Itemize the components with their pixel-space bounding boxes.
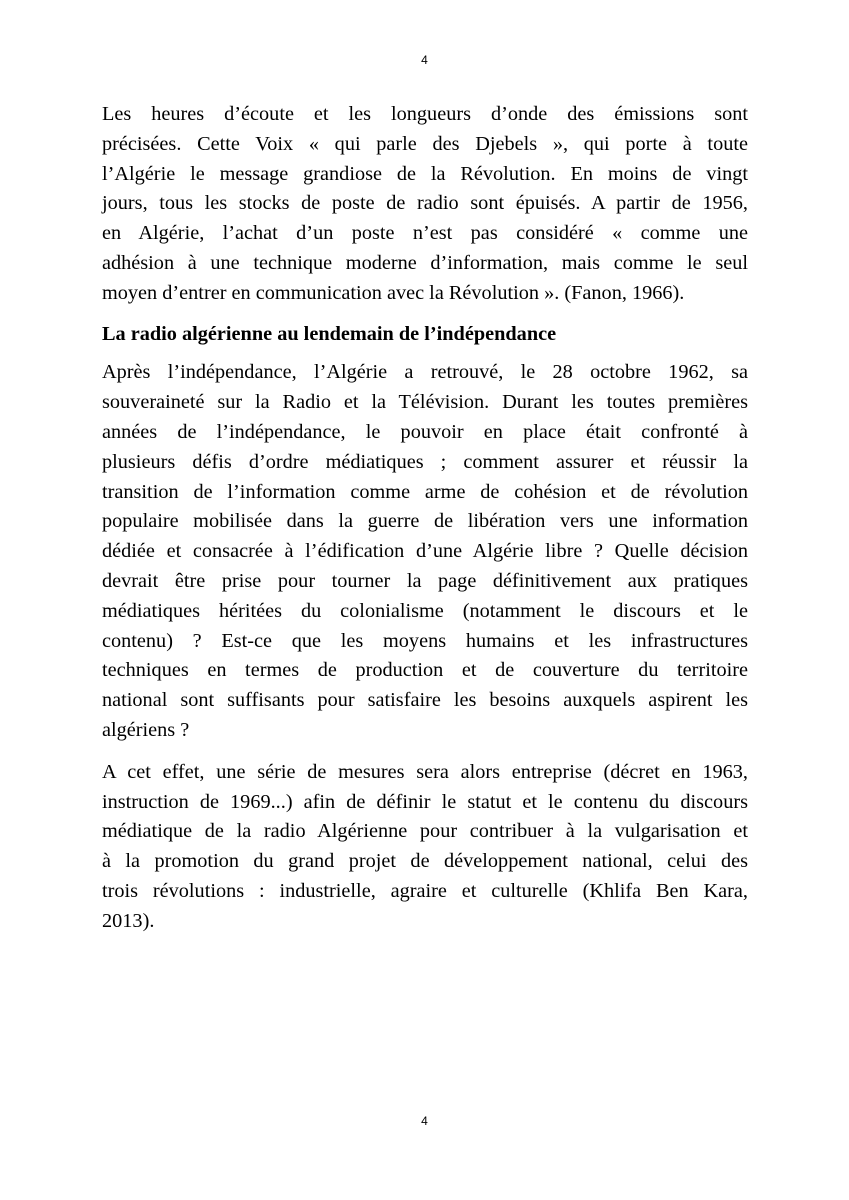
text-line: médiatiques héritées du colonialisme (notamment le discours et le — [102, 599, 748, 622]
text-line: techniques en termes de production et de couverture du territoire — [102, 659, 748, 682]
page-number-top: 4 — [421, 53, 428, 67]
paragraph-1 — [102, 100, 748, 309]
text-line: à la promotion du grand projet de développement national, celui des — [102, 850, 748, 873]
text-line: en Algérie, l’achat d’un poste n’est pas considéré « comme une — [102, 222, 748, 245]
text-line: transition de l’information comme arme de cohésion et de révolution — [102, 480, 748, 503]
paragraph-3 — [102, 758, 748, 937]
text-line: instruction de 1969...) afin de définir le statut et le contenu du discours — [102, 790, 748, 813]
text-line: 2013). — [102, 909, 155, 932]
text-line: années de l’indépendance, le pouvoir en place était confronté à — [102, 420, 748, 443]
section-heading: La radio algérienne au lendemain de l’indépendance — [102, 322, 557, 345]
text-line: précisées. Cette Voix « qui parle des Djebels », qui porte à toute — [102, 132, 748, 155]
text-line: A cet effet, une série de mesures sera alors entreprise (décret en 1963, — [102, 760, 748, 783]
text-line: trois révolutions : industrielle, agraire et culturelle (Khlifa Ben Kara, — [102, 879, 748, 902]
text-line: jours, tous les stocks de poste de radio sont épuisés. A partir de 1956, — [102, 192, 748, 215]
text-line: algériens ? — [102, 718, 190, 741]
text-line: adhésion à une technique moderne d’information, mais comme le seul — [102, 251, 748, 274]
text-line: Après l’indépendance, l’Algérie a retrouvé, le 28 octobre 1962, sa — [102, 361, 748, 384]
text-line: l’Algérie le message grandiose de la Révolution. En moins de vingt — [102, 162, 748, 185]
text-line: populaire mobilisée dans la guerre de libération vers une information — [102, 510, 748, 533]
text-line: Les heures d’écoute et les longueurs d’onde des émissions sont — [102, 103, 748, 125]
text-line: médiatique de la radio Algérienne pour contribuer à la vulgarisation et — [102, 820, 748, 843]
text-line: souveraineté sur la Radio et la Télévision. Durant les toutes premières — [102, 391, 748, 414]
text-line: dédiée et consacrée à l’édification d’une Algérie libre ? Quelle décision — [102, 540, 748, 563]
page-body — [102, 100, 748, 937]
text-line: national sont suffisants pour satisfaire les besoins auxquels aspirent les — [102, 689, 748, 712]
text-line: devrait être prise pour tourner la page définitivement aux pratiques — [102, 569, 748, 592]
paragraph-2 — [102, 358, 748, 745]
text-line: plusieurs défis d’ordre médiatiques ; comment assurer et réussir la — [102, 450, 748, 473]
text-line: moyen d’entrer en communication avec la Révolution ». (Fanon, 1966). — [102, 281, 685, 304]
page-number-bottom: 4 — [421, 1114, 428, 1128]
text-line: contenu) ? Est-ce que les moyens humains et les infrastructures — [102, 629, 748, 652]
